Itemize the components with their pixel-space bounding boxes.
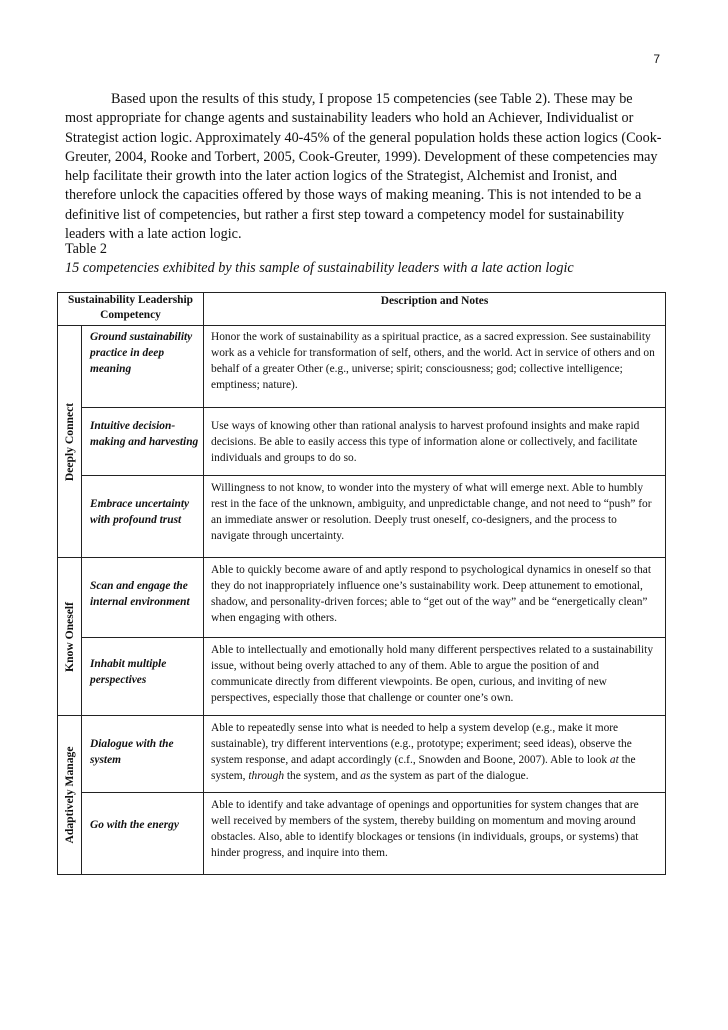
competency-name: Go with the energy [82,793,204,875]
table-label: Table 2 [65,241,107,257]
desc-emphasis: as [360,770,371,782]
desc-text: the system, and [284,770,361,782]
competency-description: Willingness to not know, to wonder into the mystery of what will emerge next. Able to humbly rest in the face of the unknown, ambiguity, and unpredictable change, and not need to “push” for an immediate answer or resolution. Deeply trust oneself, co-designers, and the process to navigate through uncertainty. [204,476,666,558]
competency-description: Use ways of knowing other than rational analysis to harvest profound insights and make rapid decisions. Be able to easily access this type of information alone or collectively, and facilitate individuals and groups to do so. [204,408,666,476]
competency-name: Dialogue with the system [82,716,204,793]
table-caption: 15 competencies exhibited by this sample of sustainability leaders with a late action logic [65,260,574,276]
desc-text: the system as part of the dialogue. [370,770,529,782]
page-number: 7 [653,52,660,66]
table-row [58,326,666,408]
table-row [58,408,666,476]
competency-name: Ground sustainability practice in deep meaning [82,326,204,408]
competency-description [204,716,666,793]
group-label: Know Oneself [62,601,76,672]
desc-emphasis: through [248,770,285,782]
competency-description: Able to intellectually and emotionally hold many different perspectives related to a sustainability issue, without being overly attached to any of them. Able to argue the position of and communicate directly from different viewpoints. Be open, curious, and inviting of new perspectives, especially those that challenge or counter one’s own. [204,638,666,716]
group-adaptively-manage [58,716,82,875]
group-deeply-connect [58,326,82,558]
group-know-oneself [58,558,82,716]
table-row [58,793,666,875]
table-row [58,476,666,558]
desc-text: Able to repeatedly sense into what is needed to help a system develop (e.g., make it more sustainable), try different interventions (e.g., prototype; experiment; seed ideas), observe the system response, and adapt accordingly (c.f., Snowden and Boone, 2007). Able to look [211,722,632,766]
competency-name: Inhabit multiple perspectives [82,638,204,716]
group-label: Deeply Connect [62,402,76,481]
competency-name: Intuitive decision-making and harvesting [82,408,204,476]
competency-name: Embrace uncertainty with profound trust [82,476,204,558]
competency-description: Honor the work of sustainability as a spiritual practice, as a sacred expression. See sustainability work as a vehicle for transformation of self, others, and the world. Act in service of others and on behalf of a greater Other (e.g., universe; spirit; consciousness; god; collective intelligence; emptiness; nature). [204,326,666,408]
table-header-row [58,293,666,326]
header-competency: Sustainability Leadership Competency [58,293,204,326]
desc-emphasis: at [609,754,619,766]
header-description: Description and Notes [204,293,666,326]
competency-description: Able to quickly become aware of and aptly respond to psychological dynamics in oneself so that they do not inappropriately influence one’s sustainability work. Deep attunement to emotional, shadow, and personality-driven forces; able to “get out of the way” and be “energetically clean” when engaging with others. [204,558,666,638]
table-row [58,638,666,716]
desc-text: the system, [211,754,636,782]
body-paragraph: Based upon the results of this study, I propose 15 competencies (see Table 2). These may be most appropriate for change agents and sustainability leaders who hold an Achiever, Individualist or Strategist action logic. Approximately 40-45% of the general population holds these action logics (Cook-Greuter, 2004, Rooke and Torbert, 2005, Cook-Greuter, 1999). Development of these competencies may help facilitate their growth into the later action logics of the Strategist, Alchemist and Ironist, and therefore unlock the capacities offered by those ways of making meaning. This is not intended to be a definitive list of competencies, but rather a first step toward a competency model for sustainability leaders with a late action logic. [65,91,662,243]
competency-description: Able to identify and take advantage of openings and opportunities for system changes that are well received by members of the system, thereby building on momentum and moving around obstacles. Also, able to identify blockages or tensions (in individuals, groups, or systems) that hinder progress, and inquire into them. [204,793,666,875]
group-label: Adaptively Manage [62,746,76,844]
table-row [58,716,666,793]
competency-name: Scan and engage the internal environment [82,558,204,638]
table-row [58,558,666,638]
competency-table [57,292,666,875]
